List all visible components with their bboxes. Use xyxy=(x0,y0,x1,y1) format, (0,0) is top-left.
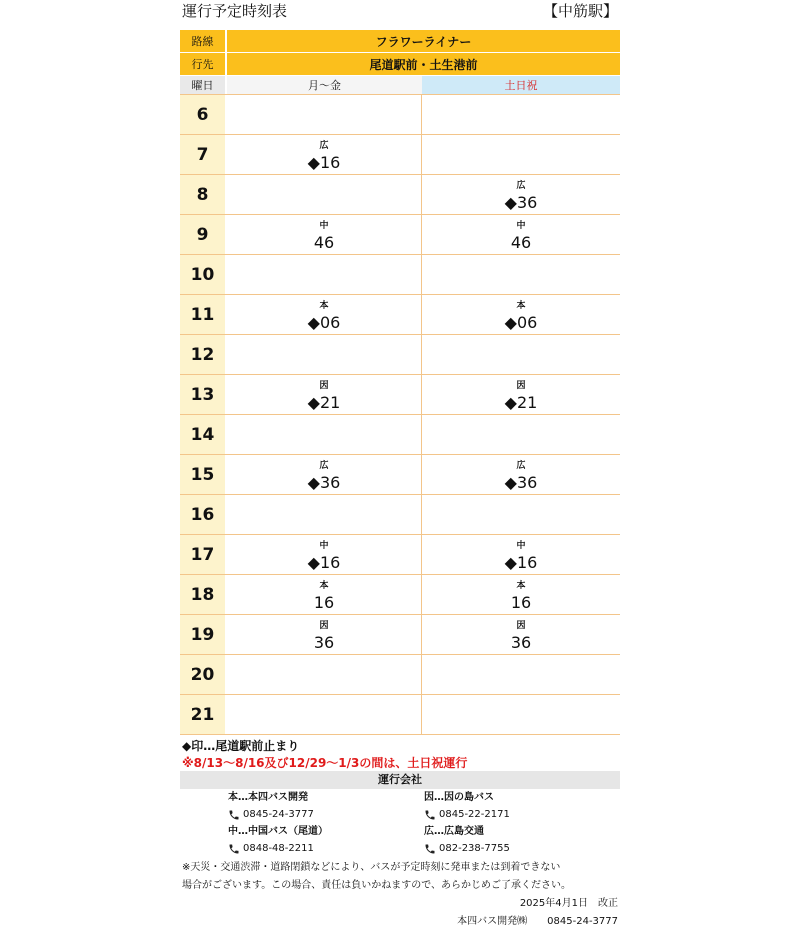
holiday-cell xyxy=(422,415,620,454)
hour-label: 6 xyxy=(180,95,225,134)
operator-mark: 中 xyxy=(319,221,329,231)
departure-minute: 36 xyxy=(510,633,532,652)
holiday-cell xyxy=(422,95,620,134)
page-title: 運行予定時刻表 xyxy=(182,2,288,20)
weekday-cell xyxy=(227,455,422,494)
timetable-page xyxy=(180,0,620,931)
holiday-cell xyxy=(422,655,620,694)
hour-label: 13 xyxy=(180,375,225,414)
weekday-cell xyxy=(227,175,422,214)
route-label: 路線 xyxy=(180,30,225,52)
daytype-row xyxy=(180,76,620,94)
weekday-cell xyxy=(227,495,422,534)
weekday-cell xyxy=(227,615,422,654)
hour-label: 11 xyxy=(180,295,225,334)
departure-minute: ◆06 xyxy=(307,313,341,332)
hour-label: 15 xyxy=(180,455,225,494)
route-value: フラワーライナー xyxy=(227,30,620,52)
holiday-cell xyxy=(422,255,620,294)
phone-icon xyxy=(424,843,436,855)
weekday-cell xyxy=(227,135,422,174)
hour-row xyxy=(180,94,620,134)
departure-minute: 36 xyxy=(313,633,335,652)
destination-value: 尾道駅前・土生港前 xyxy=(227,53,620,75)
operator-name: 広…広島交通 xyxy=(424,826,484,837)
operator-phone-line xyxy=(228,806,418,823)
operator-mark: 中 xyxy=(516,541,526,551)
operator-mark: 広 xyxy=(319,461,329,471)
hour-label: 8 xyxy=(180,175,225,214)
departure-minute: 16 xyxy=(510,593,532,612)
departure-minute: ◆21 xyxy=(504,393,538,412)
hour-label: 12 xyxy=(180,335,225,374)
weekday-cell xyxy=(227,535,422,574)
operator-phone: 082-238-7755 xyxy=(439,843,510,854)
weekday-cell xyxy=(227,575,422,614)
hour-row xyxy=(180,494,620,534)
departure-minute: ◆16 xyxy=(307,153,341,172)
departure-minute: 46 xyxy=(313,233,335,252)
departure-minute: ◆36 xyxy=(504,193,538,212)
operator-mark: 本 xyxy=(319,301,329,311)
hour-label: 16 xyxy=(180,495,225,534)
departure-minute: ◆06 xyxy=(504,313,538,332)
hour-row xyxy=(180,454,620,494)
operator-phone-line xyxy=(424,840,614,857)
hour-label: 21 xyxy=(180,695,225,734)
operator-mark: 因 xyxy=(516,381,526,391)
holiday-note: ※8/13～8/16及び12/29～1/3の間は、土日祝運行 xyxy=(182,756,468,770)
operator-mark: 中 xyxy=(516,221,526,231)
hour-row xyxy=(180,134,620,174)
operator-mark: 広 xyxy=(319,141,329,151)
hour-row xyxy=(180,374,620,414)
operator-mark: 広 xyxy=(516,181,526,191)
holiday-cell xyxy=(422,575,620,614)
departure-minute: ◆16 xyxy=(504,553,538,572)
hour-row xyxy=(180,254,620,294)
departure-entry xyxy=(227,375,421,415)
hour-row xyxy=(180,614,620,654)
holiday-cell xyxy=(422,215,620,254)
disclaimer xyxy=(180,859,620,895)
hour-label: 18 xyxy=(180,575,225,614)
phone-icon xyxy=(228,809,240,821)
holiday-cell xyxy=(422,135,620,174)
hour-label: 7 xyxy=(180,135,225,174)
holiday-cell xyxy=(422,175,620,214)
holiday-cell xyxy=(422,455,620,494)
operators-heading: 運行会社 xyxy=(180,771,620,789)
hour-row xyxy=(180,414,620,454)
departure-entry xyxy=(227,135,421,175)
operator-phone: 0848-48-2211 xyxy=(243,843,314,854)
footer xyxy=(180,895,620,931)
hour-label: 9 xyxy=(180,215,225,254)
operator-name: 中…中国バス（尾道） xyxy=(228,826,328,837)
holiday-cell xyxy=(422,335,620,374)
phone-icon xyxy=(424,809,436,821)
weekday-cell xyxy=(227,695,422,734)
holiday-cell xyxy=(422,695,620,734)
departure-entry xyxy=(422,295,620,335)
operator-mark: 本 xyxy=(319,581,329,591)
holiday-cell xyxy=(422,375,620,414)
departure-entry xyxy=(227,295,421,335)
operator-chugoku xyxy=(228,823,418,857)
hour-row xyxy=(180,174,620,214)
operator-phone-line xyxy=(228,840,418,857)
revision-date: 2025年4月1日 改正 xyxy=(519,898,618,909)
operator-name: 本…本四バス開発 xyxy=(228,792,308,803)
departure-minute: 16 xyxy=(313,593,335,612)
weekday-cell xyxy=(227,215,422,254)
hour-label: 17 xyxy=(180,535,225,574)
route-row xyxy=(180,30,620,52)
operator-mark: 本 xyxy=(516,301,526,311)
timetable-grid xyxy=(180,94,620,735)
hour-label: 14 xyxy=(180,415,225,454)
operator-mark: 中 xyxy=(319,541,329,551)
holiday-cell xyxy=(422,495,620,534)
departure-minute: 46 xyxy=(510,233,532,252)
departure-entry xyxy=(227,455,421,495)
daytype-label: 曜日 xyxy=(180,76,225,94)
weekday-cell xyxy=(227,95,422,134)
departure-minute: ◆36 xyxy=(307,473,341,492)
hour-label: 20 xyxy=(180,655,225,694)
operator-innoshima xyxy=(424,789,614,823)
operator-name: 因…因の島バス xyxy=(424,792,494,803)
departure-entry xyxy=(227,575,421,615)
destination-label: 行先 xyxy=(180,53,225,75)
departure-entry xyxy=(227,615,421,655)
weekday-cell xyxy=(227,335,422,374)
disclaimer-line: 場合がございます。この場合、責任は負いかねますので、あらかじめご了承ください。 xyxy=(182,880,571,891)
operator-mark: 広 xyxy=(516,461,526,471)
weekday-header: 月～金 xyxy=(227,76,422,94)
departure-entry xyxy=(422,535,620,575)
weekday-cell xyxy=(227,295,422,334)
holiday-header: 土日祝 xyxy=(422,76,620,94)
operator-honshi xyxy=(228,789,418,823)
operator-phone: 0845-22-2171 xyxy=(439,809,510,820)
operator-hiroshima xyxy=(424,823,614,857)
departure-minute: ◆36 xyxy=(504,473,538,492)
diamond-note: ◆印…尾道駅前止まり xyxy=(182,739,300,753)
hour-row xyxy=(180,294,620,334)
departure-entry xyxy=(227,215,421,255)
phone-icon xyxy=(228,843,240,855)
weekday-cell xyxy=(227,255,422,294)
issuer-info: 本四バス開発㈱ 0845-24-3777 xyxy=(457,916,618,927)
departure-minute: ◆21 xyxy=(307,393,341,412)
operator-phone-line xyxy=(424,806,614,823)
departure-entry xyxy=(227,535,421,575)
holiday-cell xyxy=(422,615,620,654)
departure-entry xyxy=(422,175,620,215)
operators-list xyxy=(180,789,620,857)
header xyxy=(180,0,620,30)
destination-row xyxy=(180,53,620,75)
hour-row xyxy=(180,574,620,614)
hour-row xyxy=(180,214,620,254)
operator-mark: 因 xyxy=(516,621,526,631)
hour-label: 10 xyxy=(180,255,225,294)
weekday-cell xyxy=(227,375,422,414)
weekday-cell xyxy=(227,655,422,694)
operator-mark: 因 xyxy=(319,381,329,391)
holiday-cell xyxy=(422,295,620,334)
hour-row xyxy=(180,654,620,694)
departure-entry xyxy=(422,615,620,655)
station-name: 【中筋駅】 xyxy=(542,2,618,20)
hour-label: 19 xyxy=(180,615,225,654)
operator-mark: 本 xyxy=(516,581,526,591)
hour-row xyxy=(180,694,620,734)
departure-entry xyxy=(422,455,620,495)
hour-row xyxy=(180,534,620,574)
departure-entry xyxy=(422,375,620,415)
departure-minute: ◆16 xyxy=(307,553,341,572)
disclaimer-line: ※天災・交通渋滞・道路閉鎖などにより、バスが予定時刻に発車または到着できない xyxy=(182,862,561,873)
weekday-cell xyxy=(227,415,422,454)
operator-mark: 因 xyxy=(319,621,329,631)
operator-phone: 0845-24-3777 xyxy=(243,809,314,820)
hour-row xyxy=(180,334,620,374)
departure-entry xyxy=(422,575,620,615)
departure-entry xyxy=(422,215,620,255)
holiday-cell xyxy=(422,535,620,574)
